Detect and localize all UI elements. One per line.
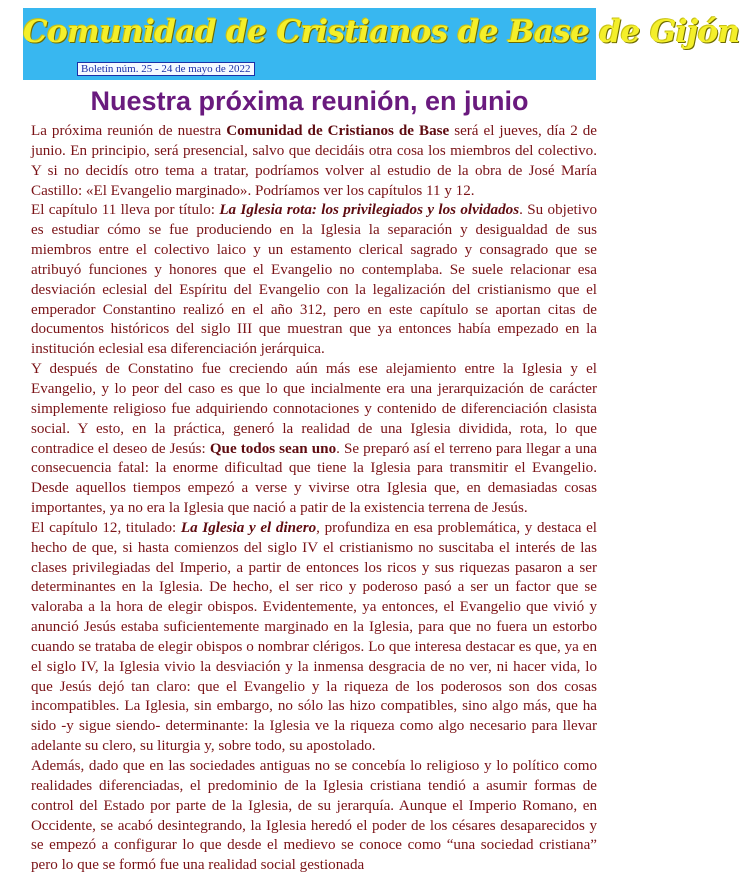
masthead-banner xyxy=(23,8,740,80)
chapter-12-title: La Iglesia y el dinero xyxy=(180,519,317,536)
paragraph-4-text-c: , profundiza en esa problemática, y destaca el hecho de que, si hasta comienzos del siglo IV el cristianismo no suscitaba el interés de las clases privilegiadas del Imperio, a partir de entonces los ricos y sus riquezas pasaron a ser determinantes en la Iglesia. De hecho, el ser rico y poderoso pasó a ser un factor que se valoraba a la hora de elegir obispos. Evidentemente, ya entonces, el Evangelio que vivió y anunció Jesús estaba suficientemente marginado en la Iglesia, para que no fuera un estorbo cuando se trataba de elegir obispos o nombrar clérigos. Lo que interesa destacar es que, ya en el siglo IV, la Iglesia vivio la desviación y la inmensa desgracia de no ver, ni hacer vida, lo que Jesús dejó tan claro: que el Evangelio y la riqueza de los poderosos son dos cosas incompatibles. La Iglesia, sin embargo, no sólo las hizo compatibles, sino algo más, que ha sido -y sigue siendo- determinante: la Iglesia ve la riqueza como algo necesario para llevar adelante su clero, su liturgia y, sobre todo, su apostolado. xyxy=(31,519,597,755)
paragraph-1-text-c: será el jueves, día 2 de junio. En principio, será presencial, salvo que decidáis otra cosa los miembros del colectivo. Y si no decidís otro tema a tratar, podríamos volver al estudio de la obra de José María Castillo: «El Evangelio marginado». Podríamos ver los capítulos 11 y 12. xyxy=(31,123,598,199)
paragraph-5: Además, dado que en las sociedades antiguas no se concebía lo religioso y lo político como realidades diferenciadas, el predominio de la Iglesia cristiana tendió a asumir formas de control del Estado por parte de la Iglesia, de su jerarquía. Aunque el Imperio Romano, en Occidente, se acabó desintegrando, la Iglesia heredó el poder de los césares desaparecidos y se empezó a configurar lo que desde el medievo se conoce como “una sociedad cristiana” pero lo que se formó fue una realidad social gestionada xyxy=(31,758,597,874)
paragraph-1 xyxy=(31,122,597,201)
chapter-11-title: La Iglesia rota: los privilegiados y los olvidados xyxy=(219,202,520,219)
paragraph-3 xyxy=(31,360,597,519)
paragraph-4 xyxy=(31,519,597,757)
paragraph-4-text-a: El capítulo 12, titulado: xyxy=(31,519,181,536)
issue-info: Boletín núm. 25 - 24 de mayo de 2022 xyxy=(77,62,255,76)
community-name: Comunidad de Cristianos de Base xyxy=(226,123,450,139)
masthead-title: Comunidad de Cristianos de Base de Gijón xyxy=(23,14,740,50)
article-headline: Nuestra próxima reunión, en junio xyxy=(90,86,529,116)
paragraph-3-text-c: . Se preparó así el terreno para llegar a una consecuencia fatal: la enorme dificultad que tiene la Iglesia para transmitir el Evangelio. Desde aquellos tiempos empezó a verse y vivirse otra Iglesia que, en demasiadas cosas importantes, ya no era la Iglesia que nació a patir de la existencia terrena de Jesús. xyxy=(31,440,597,517)
article-body xyxy=(31,122,598,874)
paragraph-2-text-a: El capítulo 11 lleva por título: xyxy=(31,202,220,219)
paragraph-2-text-c: . Su objetivo es estudiar cómo se fue produciendo en la Iglesia la separación y desigualdad de sus miembros entre el colectivo laico y un estamento clerical sagrado y consagrado que se atribuyó funciones y honores que el Evangelio no contemplaba. Se suele relacionar esa desviación eclesial del Espíritu del Evangelio con la legalización del cristianismo que el emperador Constantino realizó en el año 312, pero en este capítulo se aportan citas de documentos históricos del siglo III que muestran que ya entonces había empezado en la institución eclesial esa diferenciación jerárquica. xyxy=(31,202,598,358)
paragraph-3-text-a: Y después de Constatino fue creciendo aún más ese alejamiento entre la Iglesia y el Evangelio, y lo peor del caso es que lo que incialmente era una jerarquización de carácter simplemente religioso fue adquiriendo connotaciones y contenido de diferenciación clasista social. Y esto, en la práctica, generó la realidad de una Iglesia dividida, rota, lo que contradice el deseo de Jesús: xyxy=(31,361,597,457)
paragraph-1-text-a: La próxima reunión de nuestra xyxy=(31,123,227,139)
jesus-quote: Que todos sean uno xyxy=(209,440,337,457)
paragraph-2 xyxy=(31,201,597,360)
